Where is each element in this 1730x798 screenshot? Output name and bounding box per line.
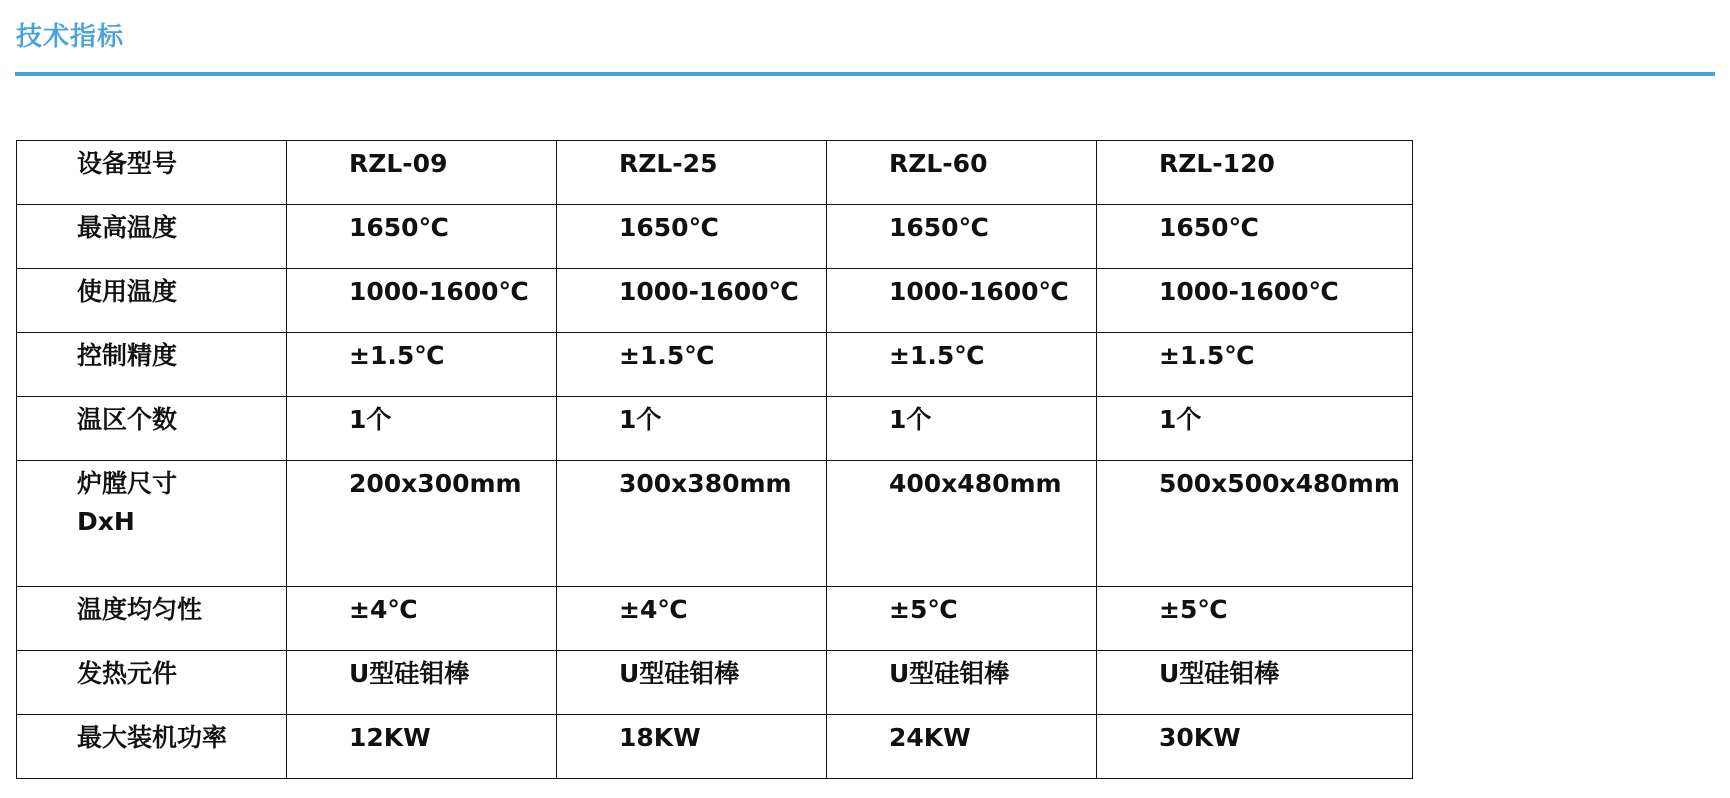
- spec-value: ±1.5℃: [557, 333, 827, 397]
- spec-value: 1个: [287, 397, 557, 461]
- spec-table: [16, 140, 1413, 779]
- spec-value: ±5℃: [1097, 587, 1413, 651]
- table-row: [17, 715, 1413, 779]
- row-label: [17, 333, 287, 397]
- table-row: [17, 205, 1413, 269]
- row-label-text: 设备型号: [77, 149, 178, 178]
- spec-value: RZL-09: [287, 141, 557, 205]
- spec-value: ±1.5℃: [827, 333, 1097, 397]
- spec-value: RZL-60: [827, 141, 1097, 205]
- row-label: [17, 587, 287, 651]
- row-label-text: 使用温度: [77, 277, 178, 306]
- spec-value: 1650℃: [1097, 205, 1413, 269]
- spec-value: 500x500x480mm: [1097, 461, 1413, 587]
- row-label: [17, 141, 287, 205]
- row-label: [17, 715, 287, 779]
- spec-value: ±1.5℃: [287, 333, 557, 397]
- row-label-text: 温度均匀性: [77, 595, 203, 624]
- spec-value: 1000-1600℃: [287, 269, 557, 333]
- spec-value: 1个: [1097, 397, 1413, 461]
- section-divider: [15, 72, 1715, 76]
- row-label: [17, 397, 287, 461]
- table-row: [17, 269, 1413, 333]
- spec-value: 400x480mm: [827, 461, 1097, 587]
- row-label-text: 控制精度: [77, 341, 178, 370]
- spec-value: ±4℃: [287, 587, 557, 651]
- spec-value: U型硅钼棒: [827, 651, 1097, 715]
- table-row: [17, 587, 1413, 651]
- table-row: [17, 141, 1413, 205]
- spec-value: 1650℃: [287, 205, 557, 269]
- row-label: [17, 461, 287, 587]
- spec-value: U型硅钼棒: [1097, 651, 1413, 715]
- spec-value: 1个: [557, 397, 827, 461]
- spec-value: 1000-1600℃: [1097, 269, 1413, 333]
- spec-value: 1650℃: [557, 205, 827, 269]
- row-label-text: 温区个数: [77, 405, 178, 434]
- table-row: [17, 333, 1413, 397]
- section-title: 技术指标: [16, 22, 125, 52]
- section-header: [15, 0, 1715, 80]
- spec-value: U型硅钼棒: [287, 651, 557, 715]
- spec-value: U型硅钼棒: [557, 651, 827, 715]
- spec-value: ±4℃: [557, 587, 827, 651]
- spec-value: ±1.5℃: [1097, 333, 1413, 397]
- spec-value: 12KW: [287, 715, 557, 779]
- row-label-text: 最高温度: [77, 213, 178, 242]
- table-row: [17, 461, 1413, 587]
- spec-value: 30KW: [1097, 715, 1413, 779]
- spec-value: 300x380mm: [557, 461, 827, 587]
- row-label-text: 发热元件: [77, 659, 178, 688]
- spec-value: 1个: [827, 397, 1097, 461]
- spec-value: 18KW: [557, 715, 827, 779]
- spec-value: 1000-1600℃: [827, 269, 1097, 333]
- row-label-text: 最大装机功率: [77, 723, 228, 752]
- table-row: [17, 651, 1413, 715]
- row-label: [17, 651, 287, 715]
- spec-value: 1000-1600℃: [557, 269, 827, 333]
- row-label: [17, 205, 287, 269]
- spec-value: ±5℃: [827, 587, 1097, 651]
- row-label-text: 炉膛尺寸: [77, 469, 178, 498]
- spec-value: 24KW: [827, 715, 1097, 779]
- spec-value: RZL-120: [1097, 141, 1413, 205]
- spec-value: RZL-25: [557, 141, 827, 205]
- row-label: [17, 269, 287, 333]
- row-label-text: DxH: [77, 507, 135, 536]
- spec-value: 1650℃: [827, 205, 1097, 269]
- table-row: [17, 397, 1413, 461]
- spec-value: 200x300mm: [287, 461, 557, 587]
